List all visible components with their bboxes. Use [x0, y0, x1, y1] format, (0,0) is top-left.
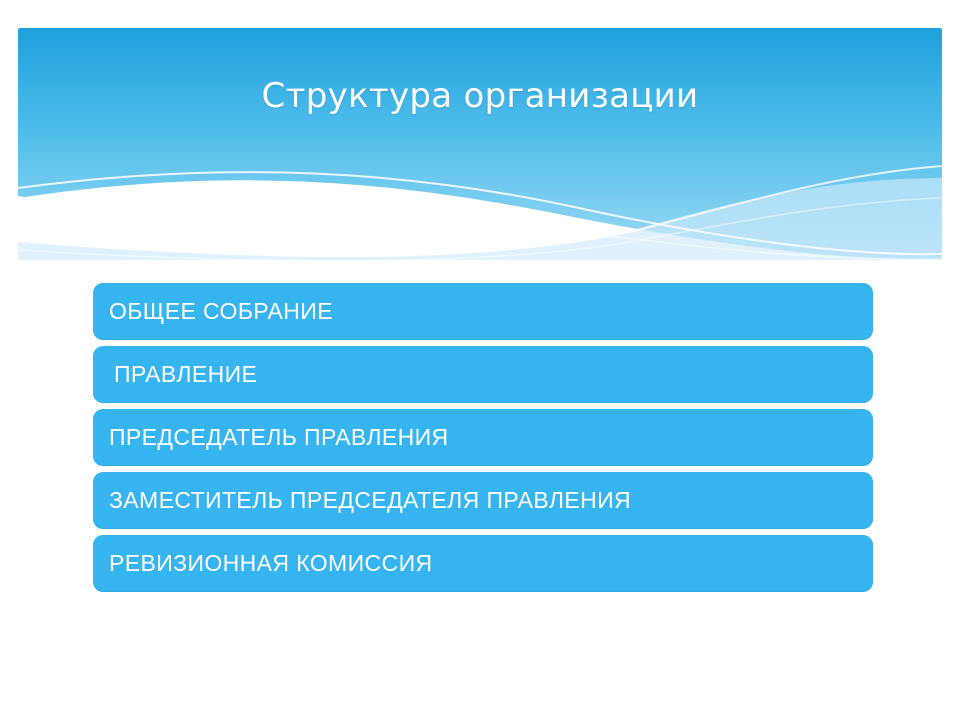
list-item-label: ОБЩЕЕ СОБРАНИЕ [109, 298, 333, 324]
list-item[interactable] [93, 472, 873, 529]
list-item-label: ЗАМЕСТИТЕЛЬ ПРЕДСЕДАТЕЛЯ ПРАВЛЕНИЯ [109, 487, 632, 513]
structure-list [93, 283, 873, 598]
page-title: Структура организации [261, 76, 699, 116]
list-item[interactable] [93, 283, 873, 340]
wave-banner [18, 28, 942, 260]
list-item[interactable] [93, 535, 873, 592]
list-item[interactable] [93, 409, 873, 466]
list-item-label: ПРАВЛЕНИЕ [114, 361, 258, 387]
list-item-label: ПРЕДСЕДАТЕЛЬ ПРАВЛЕНИЯ [109, 424, 449, 450]
list-item[interactable] [93, 346, 873, 403]
list-item-label: РЕВИЗИОННАЯ КОМИССИЯ [109, 550, 433, 576]
wave-banner-graphic [18, 28, 942, 260]
